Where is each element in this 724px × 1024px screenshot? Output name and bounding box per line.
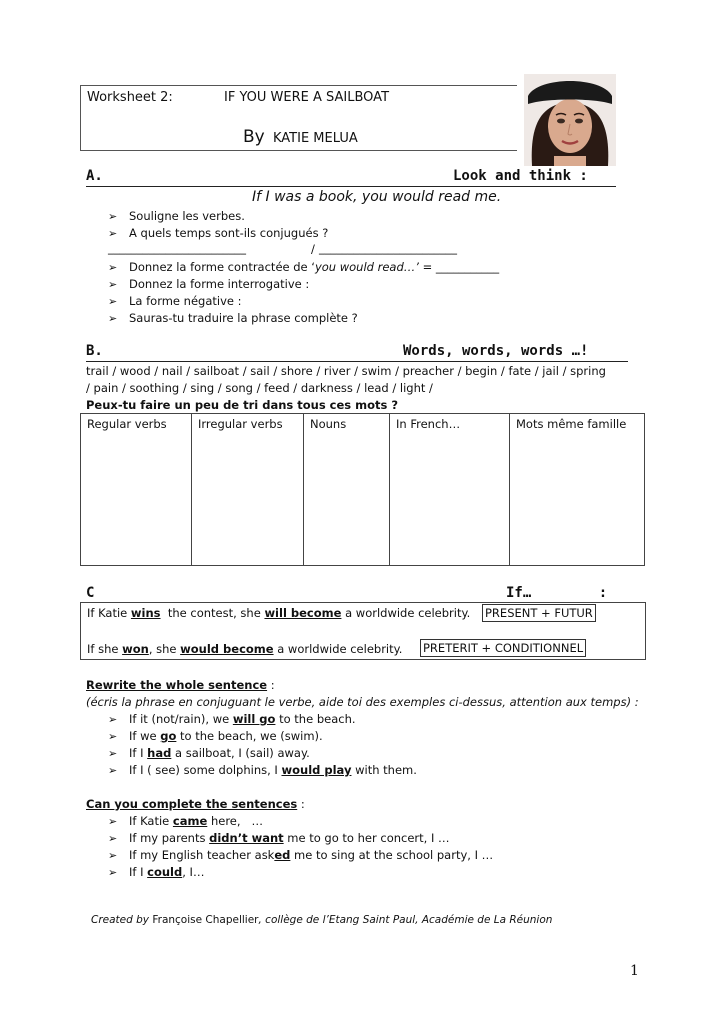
list-item: ➢ If I could, I… — [108, 865, 205, 879]
list-item: ➢ Donnez la forme interrogative : — [108, 277, 310, 291]
section-a-heading: Look and think : — [453, 168, 588, 184]
section-b-letter: B. — [86, 343, 103, 359]
column-header: Nouns — [310, 417, 347, 431]
tense-tag-present-futur: PRESENT + FUTUR — [482, 604, 596, 622]
portrait-photo — [524, 74, 616, 166]
arrow-bullet-icon: ➢ — [108, 713, 118, 726]
section-a-sentence: If I was a book, you would read me. — [252, 189, 502, 205]
list-item: ➢ If my English teacher asked me to sing at the school party, I … — [108, 848, 494, 862]
arrow-bullet-icon: ➢ — [108, 764, 118, 777]
column-in-french[interactable] — [390, 414, 510, 566]
arrow-bullet-icon: ➢ — [108, 278, 118, 291]
page-number: 1 — [630, 963, 639, 979]
arrow-bullet-icon: ➢ — [108, 730, 118, 743]
column-regular-verbs[interactable] — [81, 414, 192, 566]
sort-prompt: Peux-tu faire un peu de tri dans tous ces mots ? — [86, 398, 399, 412]
tense-tag-preterit-conditionnel: PRETERIT + CONDITIONNEL — [420, 639, 586, 657]
section-a-letter: A. — [86, 168, 103, 184]
column-nouns[interactable] — [304, 414, 390, 566]
word-list-line-1: trail / wood / nail / sailboat / sail / shore / river / swim / preacher / begin / fate / jail / spring — [86, 364, 606, 378]
column-header: Regular verbs — [87, 417, 167, 431]
arrow-bullet-icon: ➢ — [108, 832, 118, 845]
header-top-line — [80, 85, 516, 86]
arrow-bullet-icon: ➢ — [108, 866, 118, 879]
by-label: By — [243, 127, 265, 147]
arrow-bullet-icon: ➢ — [108, 849, 118, 862]
arrow-bullet-icon: ➢ — [108, 261, 118, 274]
list-item: ➢ If I had a sailboat, I (sail) away. — [108, 746, 310, 760]
artist-name: KATIE MELUA — [273, 131, 358, 146]
list-item: ➢ If it (not/rain), we will go to the beach. — [108, 712, 356, 726]
table-row — [81, 414, 645, 566]
rewrite-list — [108, 711, 417, 779]
blank-line-1[interactable]: ________________________ — [108, 241, 246, 255]
section-a-list — [108, 208, 328, 242]
list-item: ➢ If we go to the beach, we (swim). — [108, 729, 323, 743]
arrow-bullet-icon: ➢ — [108, 210, 118, 223]
arrow-bullet-icon: ➢ — [108, 295, 118, 308]
section-b-heading: Words, words, words …! — [403, 343, 589, 359]
list-item: ➢ If my parents didn’t want me to go to her concert, I … — [108, 831, 450, 845]
list-item: ➢ Sauras-tu traduire la phrase complète ? — [108, 311, 358, 325]
blank-line-2[interactable]: ________________________ — [319, 241, 457, 255]
column-header: Irregular verbs — [198, 417, 283, 431]
rewrite-instructions: (écris la phrase en conjuguant le verbe, aide toi des exemples ci-dessus, attention aux temps) : — [86, 695, 639, 709]
arrow-bullet-icon: ➢ — [108, 227, 118, 240]
section-c-heading: If… : — [506, 585, 608, 601]
arrow-bullet-icon: ➢ — [108, 312, 118, 325]
section-a-list-2 — [108, 259, 499, 327]
footer-credit: Created by Françoise Chapellier, collège de l’Etang Saint Paul, Académie de La Réunion — [91, 914, 553, 926]
section-a-rule — [86, 186, 616, 187]
complete-heading: Can you complete the sentences : — [86, 797, 305, 811]
portrait-icon — [524, 74, 616, 166]
word-list-line-2: / pain / soothing / sing / song / feed / darkness / lead / light / — [86, 381, 433, 395]
song-title: IF YOU WERE A SAILBOAT — [224, 90, 390, 105]
arrow-bullet-icon: ➢ — [108, 747, 118, 760]
section-c-letter: C — [86, 585, 95, 601]
column-header: In French… — [396, 417, 461, 431]
example-sentence-1: If Katie wins the contest, she will become a worldwide celebrity. — [87, 606, 471, 620]
rewrite-heading: Rewrite the whole sentence : — [86, 678, 275, 692]
section-b-rule — [86, 361, 628, 362]
column-header: Mots même famille — [516, 417, 627, 431]
column-irregular-verbs[interactable] — [192, 414, 304, 566]
example-sentence-2: If she won, she would become a worldwide celebrity. — [87, 642, 403, 656]
list-item: ➢ If I ( see) some dolphins, I would play with them. — [108, 763, 417, 777]
list-item: ➢ A quels temps sont-ils conjugués ? — [108, 226, 329, 240]
list-item: ➢ If Katie came here, … — [108, 814, 263, 828]
column-same-family[interactable] — [510, 414, 645, 566]
list-item: ➢ Donnez la forme contractée de ‘you would read…’ = ___________ — [108, 260, 500, 274]
list-item: ➢ Souligne les verbes. — [108, 209, 245, 223]
arrow-bullet-icon: ➢ — [108, 815, 118, 828]
sorting-table — [80, 413, 645, 566]
list-item: ➢ La forme négative : — [108, 294, 242, 308]
worksheet-label: Worksheet 2: — [87, 90, 173, 105]
blank-slash: / — [311, 242, 315, 256]
complete-list — [108, 813, 493, 881]
